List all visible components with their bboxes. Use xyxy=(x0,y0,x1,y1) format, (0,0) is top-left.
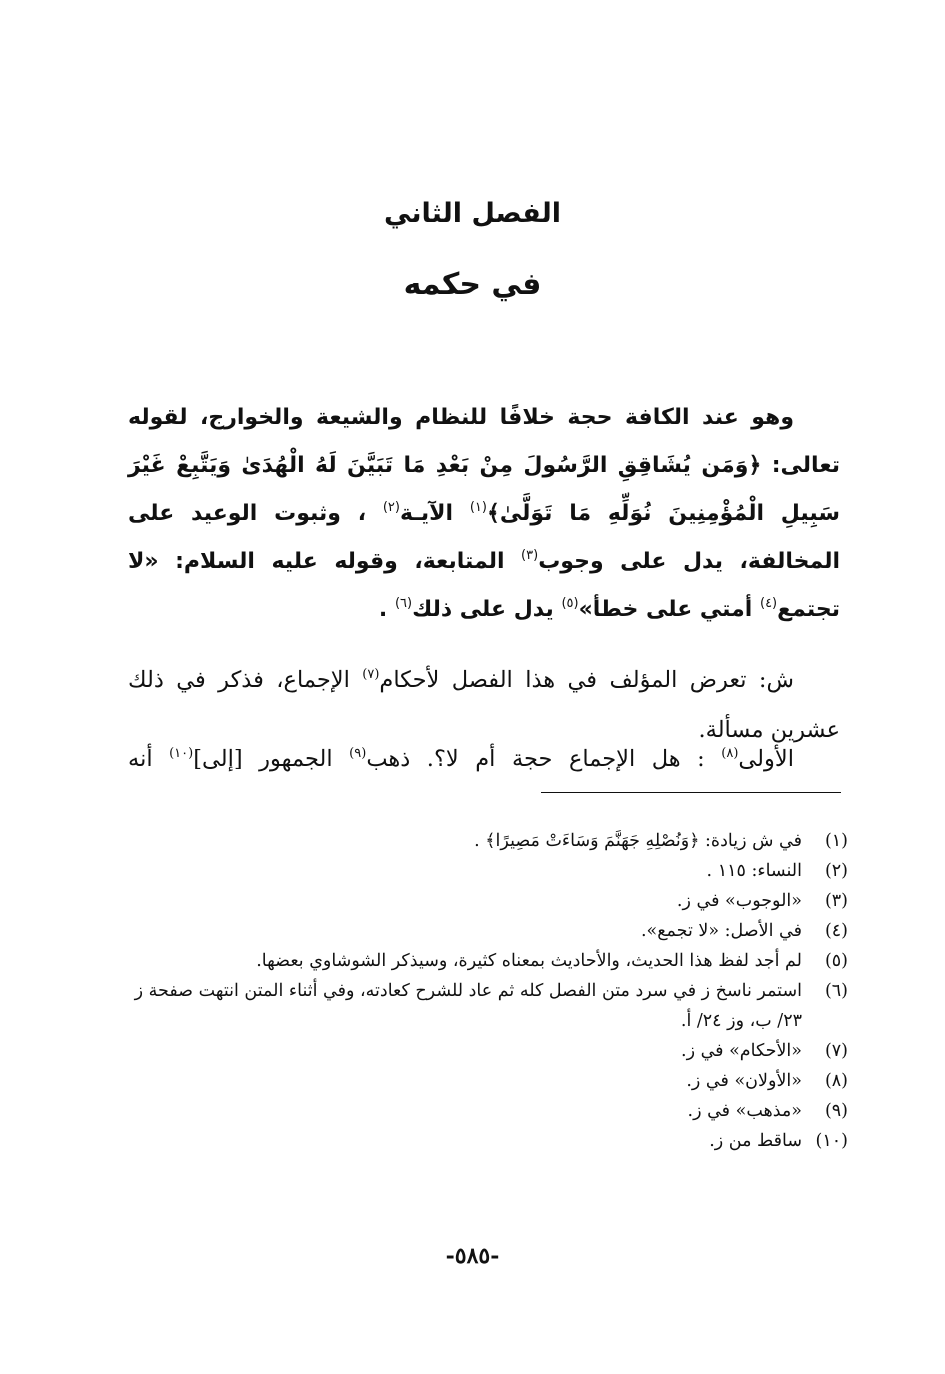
footnote-ref-1: (١) xyxy=(469,500,487,515)
footnote-item xyxy=(128,856,848,886)
footnote-text: استمر ناسخ ز في سرد متن الفصل كله ثم عاد للشرح كعادته، وفي أثناء المتن انتهت صفحة ز ٢٣/ ب، وز ٢٤/ أ. xyxy=(134,981,802,1031)
footnote-item xyxy=(128,1096,848,1126)
footnote-separator xyxy=(541,792,841,793)
page-number: -٥٨٥- xyxy=(445,1243,500,1269)
footnote-text: لم أجد لفظ هذا الحديث، والأحاديث بمعناه كثيرة، وسيذكر الشوشاوي بعضها. xyxy=(256,951,802,971)
sharh-text: : هل الإجماع حجة أم لا؟. ذهب xyxy=(366,746,722,772)
footnote-number: (٧) xyxy=(824,1041,848,1061)
footnote-ref-3: (٣) xyxy=(521,548,539,563)
footnote-number: (٢) xyxy=(824,861,848,881)
footnote-item xyxy=(128,1066,848,1096)
footnote-ref-6: (٦) xyxy=(394,596,413,611)
footnote-number: (٥) xyxy=(824,951,848,971)
footnote-text: «الأولان» في ز. xyxy=(686,1071,802,1091)
footnote-text: في الأصل: «لا تجمع». xyxy=(640,921,802,941)
footnote-item xyxy=(128,886,848,916)
chapter-title: الفصل الثاني xyxy=(384,198,561,229)
footnote-number: (١) xyxy=(824,831,848,851)
matn-text: ، وثبوت الوعيد على المخالفة، يدل على وجوب xyxy=(128,501,840,574)
sharh-text: الجمهور [إلى] xyxy=(193,746,350,772)
matn-paragraph xyxy=(128,394,840,634)
footnote-number: (٩) xyxy=(824,1101,848,1121)
footnote-ref-10: (١٠) xyxy=(169,746,194,761)
footnote-item xyxy=(128,946,848,976)
footnote-number: (٨) xyxy=(824,1071,848,1091)
footnote-text: «مذهب» في ز. xyxy=(687,1101,802,1121)
matn-text: . xyxy=(378,597,395,622)
footnote-number: (٣) xyxy=(824,891,848,911)
footnote-item xyxy=(128,826,848,856)
footnote-text: ساقط من ز. xyxy=(709,1131,802,1151)
footnote-ref-8: (٨) xyxy=(721,746,739,761)
sharh-text: ش: تعرض المؤلف في هذا الفصل لأحكام xyxy=(379,667,794,693)
footnote-text: «الأحكام» في ز. xyxy=(681,1041,802,1061)
footnote-number: (١٠) xyxy=(815,1131,848,1151)
footnote-text: في ش زيادة: ﴿وَنُصْلِهِ جَهَنَّمَ وَسَاءَتْ مَصِيرًا﴾ . xyxy=(474,831,802,851)
matn-text: الآيـة xyxy=(399,501,470,526)
footnote-item xyxy=(128,976,848,1036)
sharh-paragraph-2 xyxy=(128,739,840,779)
footnote-item xyxy=(128,1126,848,1156)
footnote-ref-2: (٢) xyxy=(382,500,400,515)
footnotes-list xyxy=(128,826,848,1156)
footnote-item xyxy=(128,1036,848,1066)
sharh-text: أنه xyxy=(128,746,170,772)
footnote-number: (٤) xyxy=(824,921,848,941)
chapter-subtitle: في حكمه xyxy=(403,267,542,302)
footnote-ref-5: (٥) xyxy=(561,596,579,611)
footnote-text: «الوجوب» في ز. xyxy=(676,891,802,911)
matn-text: أمتي على خطأ» xyxy=(578,597,760,622)
matn-text: وهو عند الكافة حجة خلافًا للنظام والشيعة والخوارج، لقوله تعالى: ﴿وَمَن يُشَاقِقِ الرَّسُولَ مِنْ بَعْدِ مَا تَبَيَّنَ لَهُ الْهُدَىٰ وَيَتَّبِعْ غَيْرَ سَبِيلِ الْمُؤْمِنِينَ نُوَلِّهِ مَا تَوَلَّىٰ﴾ xyxy=(128,405,840,526)
matn-text: المتابعة، وقوله عليه السلام: «لا تجتمع xyxy=(128,549,840,622)
footnote-number: (٦) xyxy=(824,981,848,1001)
footnote-text: النساء: ١١٥ . xyxy=(706,861,802,881)
footnote-ref-4: (٤) xyxy=(759,596,778,611)
footnote-ref-9: (٩) xyxy=(349,746,367,761)
matn-text: يدل على ذلك xyxy=(412,597,562,622)
sharh-text: الأولى xyxy=(738,746,794,772)
footnote-ref-7: (٧) xyxy=(362,667,380,682)
sharh-text: الإجماع، فذكر في ذلك عشرين مسألة. xyxy=(128,667,840,743)
footnote-item xyxy=(128,916,848,946)
